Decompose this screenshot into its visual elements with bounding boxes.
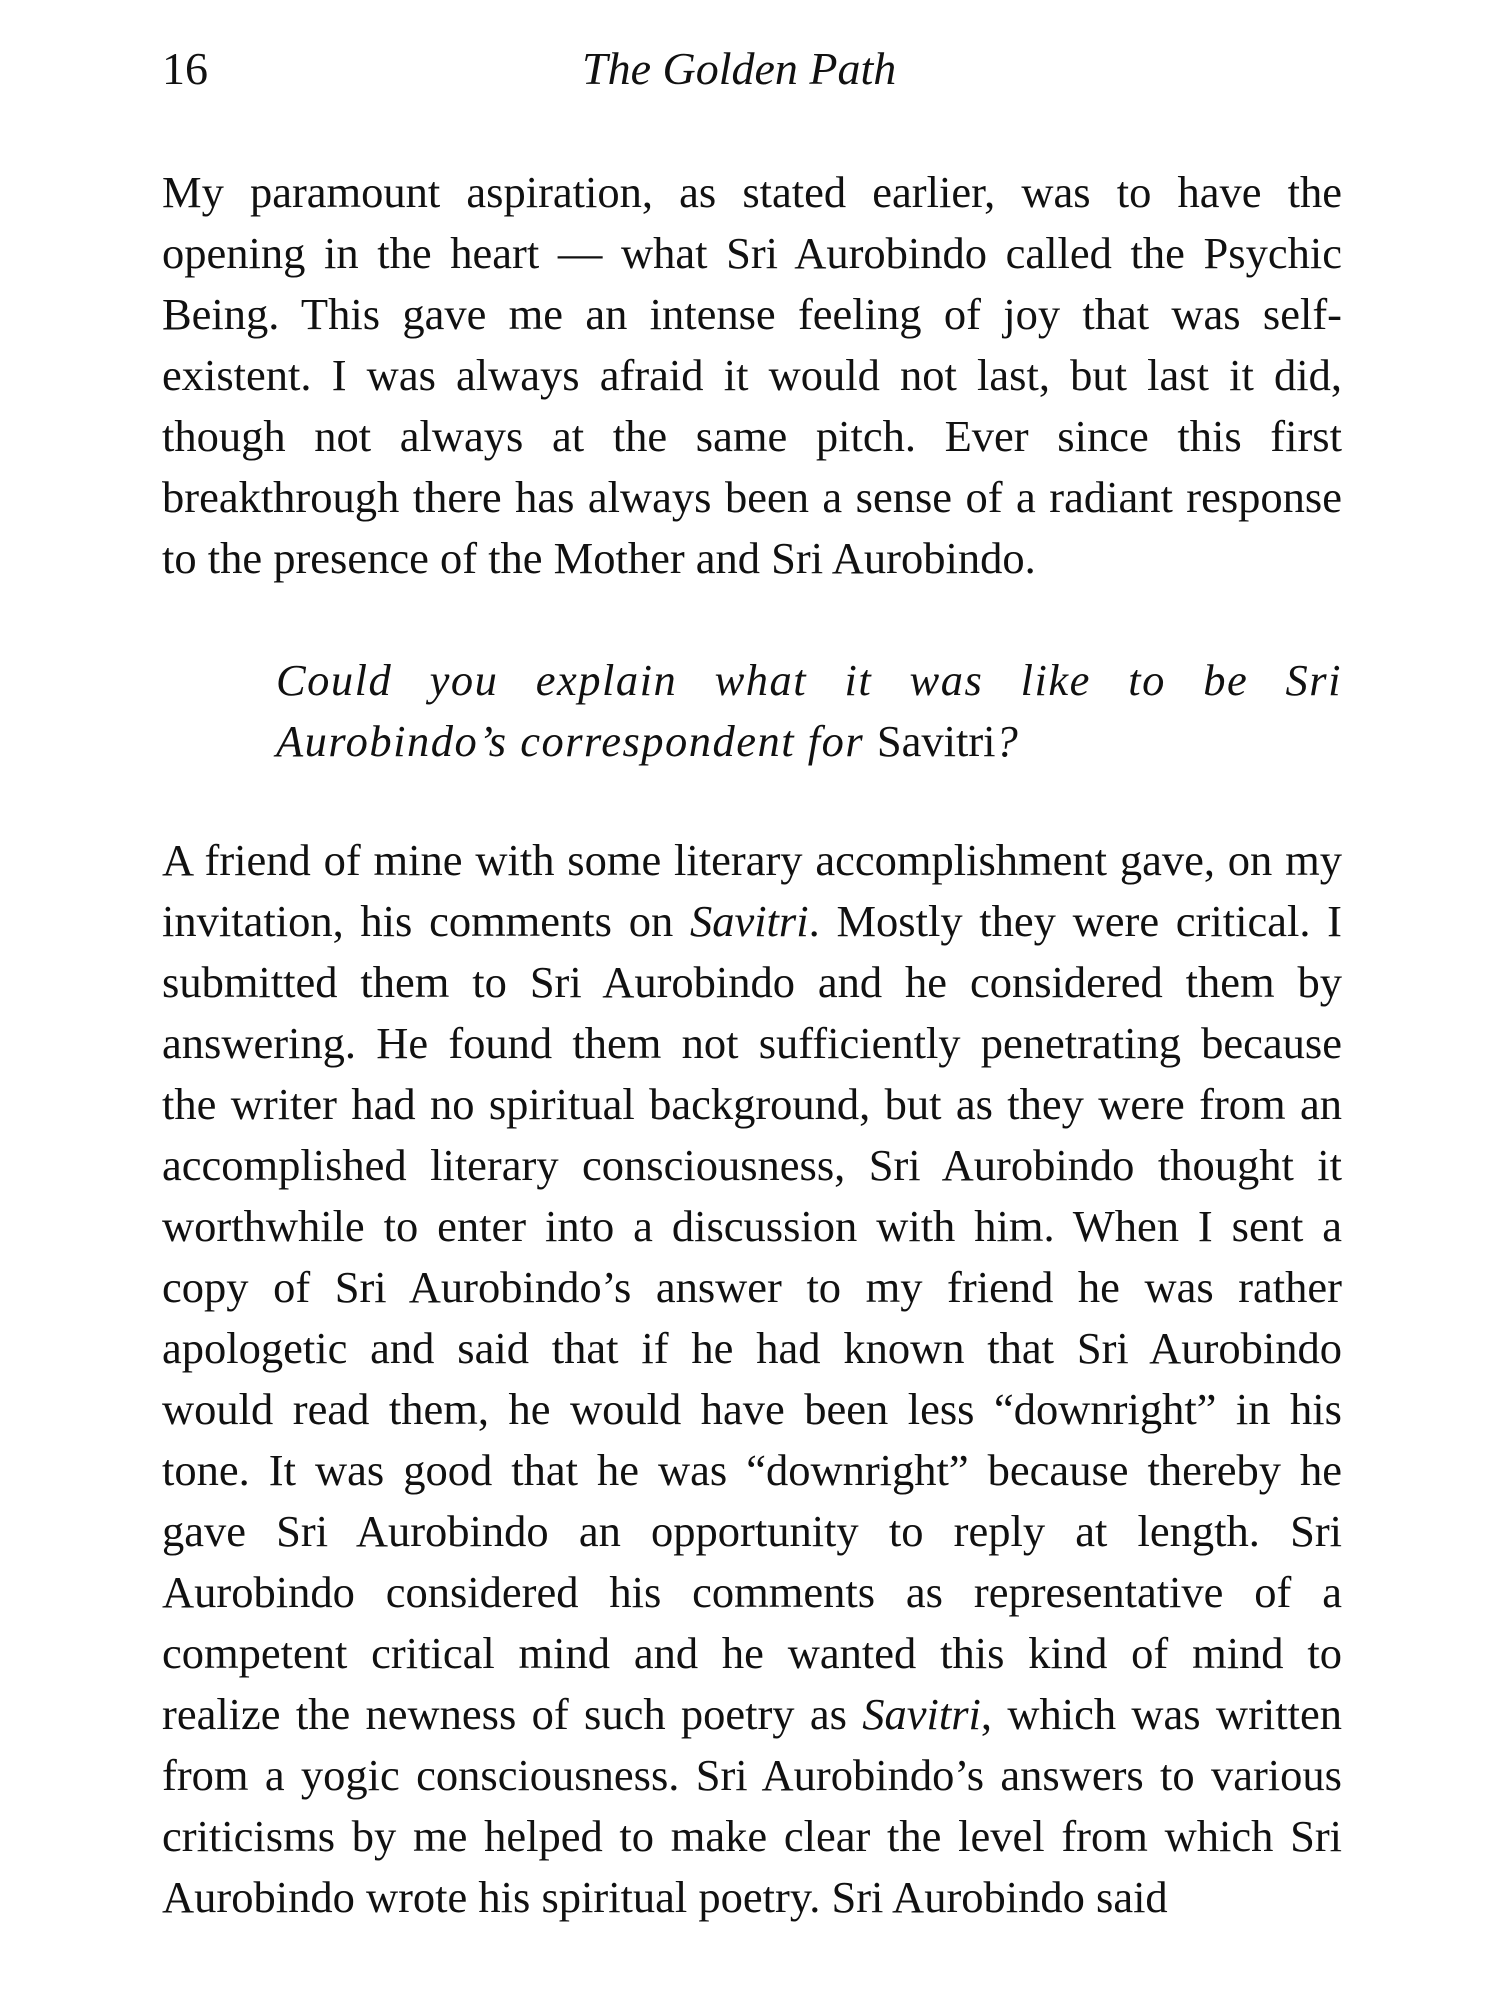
paragraph-2-part-2: . Mostly they were critical. I submitted them to Sri Aurobindo and he considered them by answering. He found them not sufficiently penetrating because the writer had no spiritual background, but as they were from an accomplished literary consciousness, Sri Aurobindo thought it worthwhile to enter into a discussion with him. When I sent a copy of Sri Aurobindo’s answer to my friend he was rather apologetic and said that if he had known that Sri Aurobindo would read them, he would have been less “downright” in his tone. It was good that he was “downright” because thereby he gave Sri Aurobindo an opportunity to reply at length. Sri Aurobindo considered his comments as representative of a competent critical mind and he wanted this kind of mind to realize the newness of such poetry as (162, 896, 1343, 1739)
page-number: 16 (162, 43, 208, 94)
paragraph-2-part-1: A friend of mine with some literary accomplishment gave, on my invitation, his comments on (162, 835, 1342, 946)
paragraph-1: My paramount aspiration, as stated earlier, was to have the opening in the heart — what Sri Aurobindo called the Psychic Being. This gave me an intense feeling of joy that was self-existent. I was always afraid it would not last, but last it did, though not always at the same pitch. Ever since this first breakthrough there has always been a sense of a radiant response to the presence of the Mother and Sri Aurobindo. (162, 167, 1342, 583)
savitri-title-1: Savitri (689, 896, 809, 946)
question-text: Could you explain what it was like to be Sri Aurobindo’s correspondent for (276, 655, 1342, 766)
page-header (162, 42, 1342, 102)
savitri-title-2: Savitri (862, 1689, 981, 1739)
interview-question (276, 650, 1342, 772)
paragraph-2-part-3: , which was written from a yogic consciousness. Sri Aurobindo’s answers to various criticisms by me helped to make clear the level from which Sri Aurobindo wrote his spiritual poetry. Sri Aurobindo said (162, 1689, 1342, 1922)
paragraph-2 (162, 830, 1342, 1928)
question-title: Savitri (876, 716, 996, 766)
running-title: The Golden Path (582, 43, 897, 94)
question-mark: ? (995, 716, 1020, 766)
